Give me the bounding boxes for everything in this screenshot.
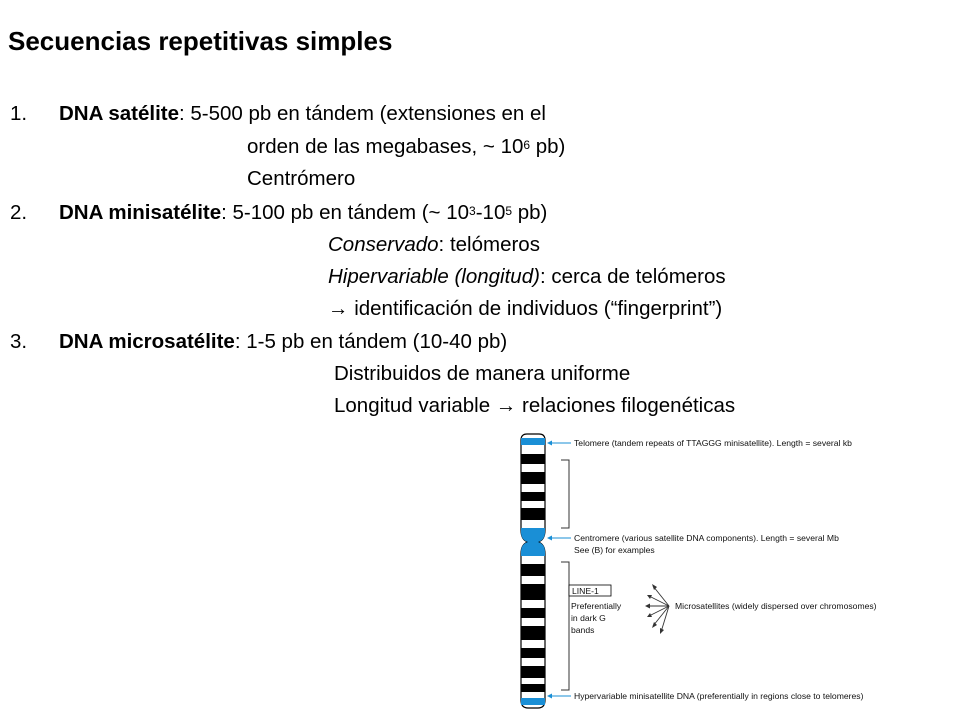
line1-label: LINE-1: [572, 586, 599, 596]
item-1-term: DNA satélite: [59, 102, 179, 125]
centromere-label-1: Centromere (various satellite DNA components). Length = several Mb: [574, 533, 839, 543]
item-1-cont-2: Centrómero: [247, 167, 356, 190]
item-2-cont-1: [328, 233, 540, 257]
microsatellite-label: Microsatellites (widely dispersed over chromosomes): [675, 601, 877, 611]
line1-desc-3: bands: [571, 625, 595, 635]
centromere: [521, 528, 545, 556]
centromere-arrowhead: [547, 536, 552, 541]
item-1-cont-1: [247, 135, 565, 159]
band: [521, 684, 545, 692]
line1-desc-1: Preferentially: [571, 601, 622, 611]
telomere-bottom: [521, 698, 545, 705]
p-arm-bracket: [561, 460, 569, 528]
telomere-top: [521, 438, 545, 445]
hypervariable-label: Hypervariable minisatellite DNA (preferentially in regions close to telomeres): [574, 691, 864, 701]
item-1-cont-1-text: orden de las megabases, ~ 10: [247, 135, 524, 158]
item-2-term: DNA minisatélite: [59, 201, 222, 224]
band: [521, 648, 545, 658]
item-2-cont-1-italic: Conservado: [328, 233, 439, 256]
item-2-cont-2: [328, 265, 726, 289]
item-2-desc: : 5-100 pb en tándem (~ 10: [221, 201, 470, 224]
item-3-cont-1: Distribuidos de manera uniforme: [334, 362, 631, 385]
centromere-label-2: See (B) for examples: [574, 545, 655, 555]
item-2-cont-2-rest: : cerca de telómeros: [539, 265, 726, 288]
band: [521, 564, 545, 576]
item-2-heading: [59, 201, 547, 225]
item-1-number-text: 1.: [10, 102, 28, 125]
item-3-heading: [59, 330, 507, 354]
band: [521, 584, 545, 600]
item-3-term: DNA microsatélite: [59, 330, 235, 353]
item-1-number-wrap: [10, 102, 27, 126]
band: [521, 454, 545, 464]
item-3-cont-2: Longitud variable → relaciones filogenéticas: [334, 394, 736, 417]
item-1-desc: : 5-500 pb en tándem (extensiones en el: [179, 102, 546, 125]
item-3-desc: : 1-5 pb en tándem (10-40 pb): [234, 330, 508, 353]
item-2-cont-2-italic: Hipervariable (longitud): [328, 265, 540, 288]
item-2-sup-2: 5: [505, 204, 513, 218]
band: [521, 626, 545, 640]
item-1-cont-1-sup: 6: [523, 138, 531, 152]
item-2-cont-1-rest: : telómeros: [438, 233, 540, 256]
item-2-desc-post: pb): [512, 201, 548, 224]
chromosome-diagram: [505, 432, 945, 714]
item-2-sup-1: 3: [469, 204, 476, 218]
item-3-number: 3.: [10, 330, 28, 353]
band: [521, 608, 545, 618]
item-2-cont-3: → identificación de individuos (“fingerprint”): [328, 297, 723, 320]
item-1-heading: [59, 102, 546, 126]
page-title: Secuencias repetitivas simples: [8, 26, 393, 56]
item-2-desc-mid: -10: [475, 201, 506, 224]
microsatellite-arrowheads: [645, 584, 664, 634]
telomere-label: Telomere (tandem repeats of TTAGGG minisatellite). Length = several kb: [574, 438, 852, 448]
band: [521, 492, 545, 501]
hypervariable-arrowhead: [547, 694, 552, 699]
item-1-cont-1-post: pb): [530, 135, 566, 158]
line1-desc-2: in dark G: [571, 613, 606, 623]
band: [521, 472, 545, 484]
band: [521, 666, 545, 678]
item-2-number: 2.: [10, 201, 28, 224]
q-arm-bracket: [561, 562, 569, 690]
microsatellite-arrows: [647, 586, 669, 632]
telomere-arrowhead: [547, 441, 552, 446]
band: [521, 508, 545, 520]
